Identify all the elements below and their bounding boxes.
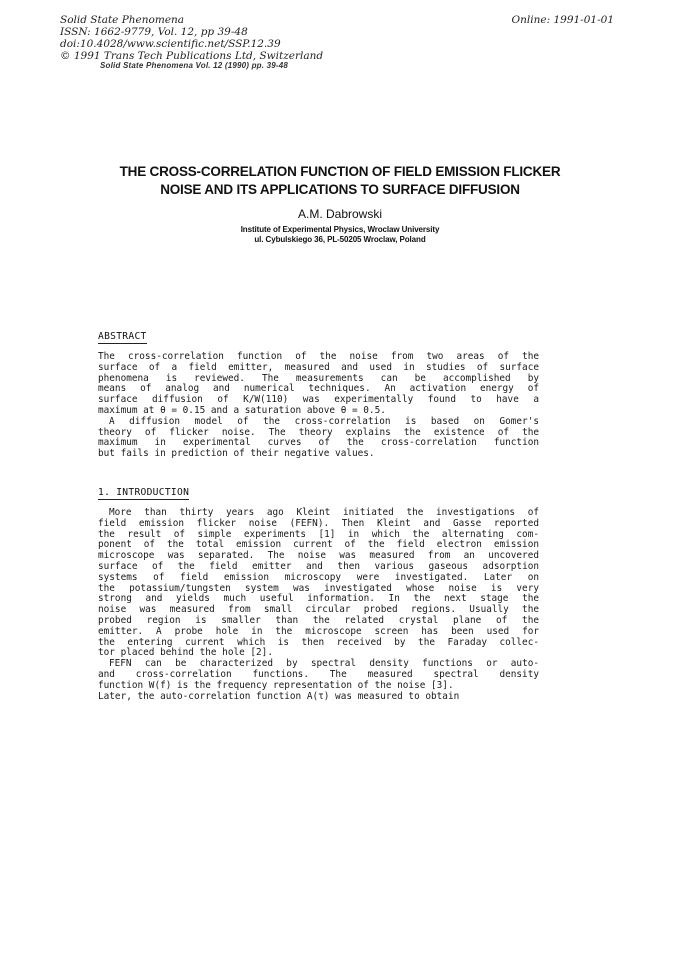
text-line: microscope was separated. The noise was measured from an uncovered xyxy=(98,550,539,562)
affiliation xyxy=(60,225,620,245)
title-line: NOISE AND ITS APPLICATIONS TO SURFACE DIFFUSION xyxy=(160,182,520,197)
text-line: emitter. A probe hole in the microscope screen has been used for xyxy=(98,625,539,637)
affiliation-line: Institute of Experimental Physics, Wroclaw University xyxy=(240,225,440,234)
text-line: More than thirty years ago Kleint initiated the investigations of xyxy=(109,507,539,518)
paper-title xyxy=(60,163,620,199)
text-line: surface of the field emitter and then various gaseous adsorption xyxy=(98,560,539,572)
text-line: maximum in experimental curves of the cross-correlation function xyxy=(98,437,539,449)
introduction-body xyxy=(98,508,539,702)
text-line: function W(f) is the frequency representation of the noise [3]. xyxy=(98,679,454,691)
text-line: strong and yields much useful information. In the next stage the xyxy=(98,593,539,605)
text-line: surface of a field emitter, measured and used in studies of surface xyxy=(98,361,539,373)
text-line: maximum at θ = 0.15 and a saturation above θ = 0.5. xyxy=(98,404,386,416)
introduction-heading xyxy=(98,487,189,498)
text-line: the result of simple experiments [1] in which the alternating com- xyxy=(98,528,539,540)
affiliation-line: ul. Cybulskiego 36, PL-50205 Wroclaw, Poland xyxy=(254,235,426,244)
journal-name: Solid State Phenomena xyxy=(60,14,185,26)
text-line: ponent of the total emission current of the field electron emission xyxy=(98,539,539,551)
text-line: the entering current which is then received by the Faraday collec- xyxy=(98,636,539,648)
text-line: surface diffusion of K/W(110) was experimentally found to have a xyxy=(98,394,539,406)
text-line: tor placed behind the hole [2]. xyxy=(98,647,273,659)
journal-header xyxy=(60,14,460,62)
title-line: THE CROSS-CORRELATION FUNCTION OF FIELD EMISSION FLICKER xyxy=(119,164,561,179)
text-line: systems of field emission microscopy were investigated. Later on xyxy=(98,571,539,583)
text-line: Later, the auto-correlation function A(τ) was measured to obtain xyxy=(98,690,460,702)
copyright-line: © 1991 Trans Tech Publications Ltd, Switzerland xyxy=(60,50,324,62)
text-line: but fails in prediction of their negative values. xyxy=(98,448,375,460)
abstract-heading-text: ABSTRACT xyxy=(98,331,147,342)
abstract-body xyxy=(98,352,539,460)
text-line: means of analog and numerical techniques. An activation energy of xyxy=(98,383,539,395)
doi-link[interactable]: doi:10.4028/www.scientific.net/SSP.12.39 xyxy=(60,38,281,50)
text-line: noise was measured from small circular probed regions. Usually the xyxy=(98,604,539,616)
introduction-heading-text: 1. INTRODUCTION xyxy=(98,487,190,498)
abstract-heading xyxy=(98,331,147,342)
issn-line: ISSN: 1662-9779, Vol. 12, pp 39-48 xyxy=(60,26,248,38)
author-name: A.M. Dabrowski xyxy=(297,207,383,221)
text-line: The cross-correlation function of the noise from two areas of the xyxy=(98,351,539,362)
online-date: Online: 1991-01-01 xyxy=(511,14,614,26)
text-line: and cross-correlation functions. The measured spectral density xyxy=(98,668,539,680)
text-line: A diffusion model of the cross-correlation is based on Gomer's xyxy=(109,415,539,427)
text-line: the potassium/tungsten system was investigated whose noise is very xyxy=(98,582,539,594)
text-line: FEFN can be characterized by spectral density functions or auto- xyxy=(109,658,539,670)
text-line: field emission flicker noise (FEFN). Then Kleint and Gasse reported xyxy=(98,517,539,529)
journal-stamp: Solid State Phenomena Vol. 12 (1990) pp. 39-48 xyxy=(100,61,289,70)
text-line: theory of flicker noise. The theory explains the existence of the xyxy=(98,426,539,438)
text-line: phenomena is reviewed. The measurements can be accomplished by xyxy=(98,372,539,384)
text-line: probed region is smaller than the related crystal plane of the xyxy=(98,614,539,626)
